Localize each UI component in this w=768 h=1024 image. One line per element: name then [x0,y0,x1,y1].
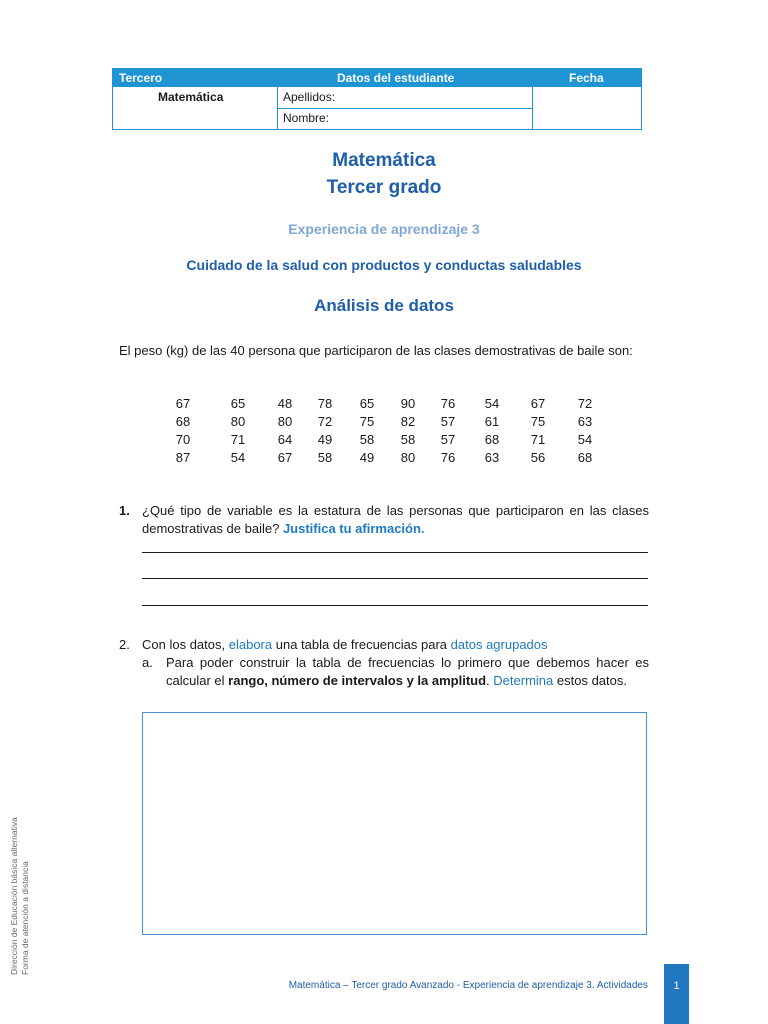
data-value: 58 [400,432,416,447]
side-institution-text [9,817,31,975]
data-value: 65 [230,396,246,411]
data-value: 54 [484,396,500,411]
experience-label: Experiencia de aprendizaje 3 [288,221,480,237]
subtitle: Cuidado de la salud con productos y conductas saludables [186,257,582,273]
data-value: 58 [359,432,375,447]
question-2-number: 2. [119,637,130,652]
header-date: Fecha [569,71,604,85]
data-value: 72 [317,414,333,429]
question-1-number: 1. [119,503,130,518]
question-2-text-a: Con los datos, [142,637,226,652]
subquestion-a-letter: a. [142,655,153,670]
data-value: 70 [175,432,191,447]
date-field[interactable] [533,88,641,128]
data-value: 72 [577,396,593,411]
data-value: 67 [277,450,293,465]
table-header-row [113,69,641,87]
subquestion-a-text-b: . [486,673,490,688]
answer-line-3[interactable] [142,605,648,606]
answer-box[interactable] [142,712,647,935]
header-grade: Tercero [119,71,163,85]
page-number-badge [664,964,689,1024]
footer-text: Matemática – Tercer grado Avanzado - Experiencia de aprendizaje 3. Actividades [288,980,648,991]
question-2 [142,636,649,654]
data-value: 57 [440,432,456,447]
data-value: 67 [530,396,546,411]
data-value: 80 [277,414,293,429]
table-divider [277,108,532,109]
question-2-topic: datos agrupados [450,637,548,652]
data-value: 49 [317,432,333,447]
answer-line-1[interactable] [142,552,648,553]
side-line-1: Dirección de Educación básica alternativa [9,817,19,975]
data-value: 76 [440,396,456,411]
data-value: 58 [317,450,333,465]
data-value: 57 [440,414,456,429]
intro-text: El peso (kg) de las 40 persona que participaron de las clases demostrativas de baile son: [119,343,633,358]
header-student-data: Datos del estudiante [337,71,455,85]
answer-line-2[interactable] [142,578,648,579]
data-value: 56 [530,450,546,465]
section-title: Análisis de datos [314,296,454,315]
data-value: 63 [577,414,593,429]
data-value: 80 [230,414,246,429]
question-2-text-b: una tabla de frecuencias para [275,637,448,652]
data-value: 75 [530,414,546,429]
question-1-text: ¿Qué tipo de variable es la estatura de las personas que participaron en las clases demostrativas de baile? [142,503,649,536]
data-value: 65 [359,396,375,411]
side-line-2: Forma de atención a distancia [20,861,30,975]
subquestion-a-text-a: Para poder construir la tabla de frecuencias lo primero que debemos hacer es calcular el [166,655,649,688]
question-2-verb: elabora [228,637,273,652]
question-1-highlight: Justifica tu afirmación. [282,521,425,536]
subquestion-a-bold: rango, número de intervalos y la amplitud [228,673,487,688]
page-number: 1 [673,980,680,992]
data-value: 71 [530,432,546,447]
subquestion-a-verb: Determina [493,673,554,688]
data-value: 82 [400,414,416,429]
data-value: 61 [484,414,500,429]
data-value: 54 [230,450,246,465]
data-value: 68 [175,414,191,429]
surname-field[interactable]: Apellidos: [283,90,336,104]
page-title: Matemática [332,150,436,171]
data-value: 80 [400,450,416,465]
question-1 [142,502,649,538]
data-value: 87 [175,450,191,465]
data-value: 75 [359,414,375,429]
subquestion-a [166,654,649,690]
subject-cell: Matemática [158,90,224,104]
grade-title: Tercer grado [326,177,442,198]
data-value: 76 [440,450,456,465]
data-value: 90 [400,396,416,411]
data-value: 64 [277,432,293,447]
data-value: 63 [484,450,500,465]
student-data-table [112,68,642,130]
data-value: 71 [230,432,246,447]
subquestion-a-text-c: estos datos. [556,673,627,688]
data-value: 49 [359,450,375,465]
data-value: 48 [277,396,293,411]
name-field[interactable]: Nombre: [283,111,330,125]
data-value: 68 [577,450,593,465]
data-value: 78 [317,396,333,411]
data-value: 67 [175,396,191,411]
data-value: 54 [577,432,593,447]
data-value: 68 [484,432,500,447]
